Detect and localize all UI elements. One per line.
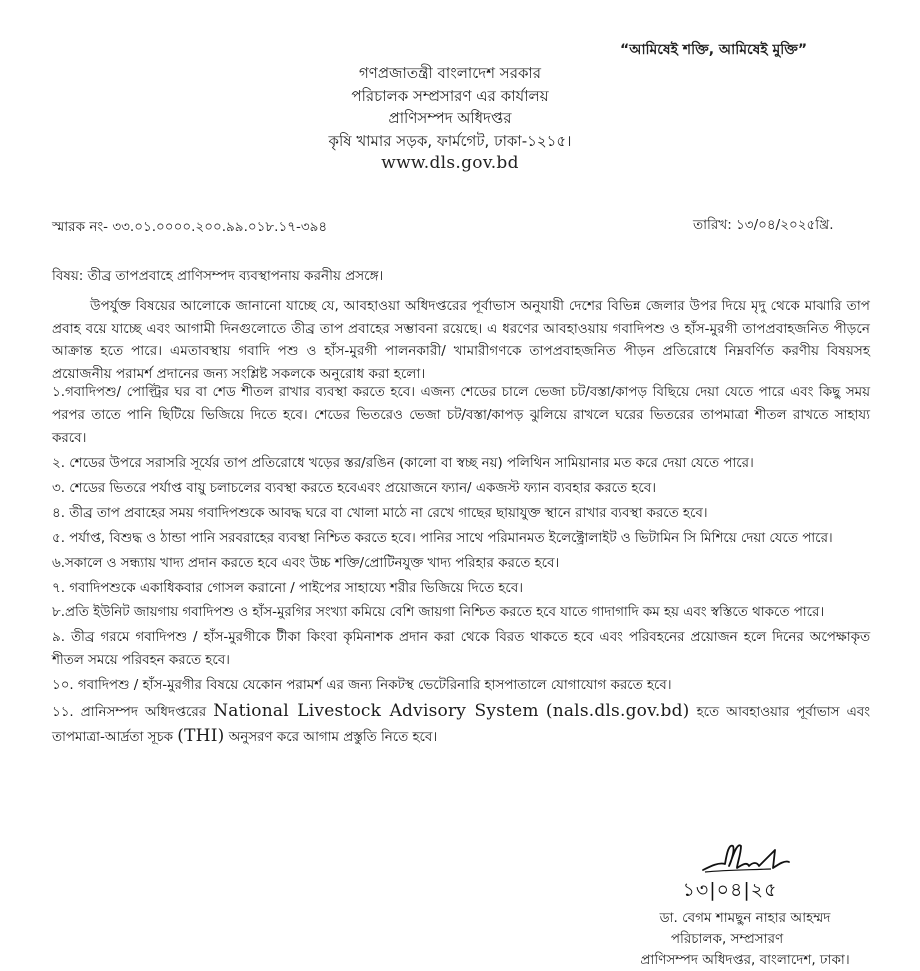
- advisory-list: [52, 382, 870, 752]
- advisory-point-2: ২. শেডের উপরে সরাসরি সূর্যের তাপ প্রতিরোধে খড়ের স্তর/রঙিন (কালো বা স্বচ্ছ নয়) পলিথিন সামিয়ানার মত করে দেয়া যেতে পারে।: [52, 455, 754, 471]
- letterhead-office: পরিচালক সম্প্রসারণ এর কার্যালয়: [351, 86, 549, 105]
- signature-block: [575, 840, 905, 971]
- advisory-point-4: ৪. তীব্র তাপ প্রবাহের সময় গবাদিপশুকে আবদ্ধ ঘরে বা খোলা মাঠে না রেখে গাছের ছায়াযুক্ত স্থানে রাখার ব্যবস্থা করতে হবে।: [52, 505, 708, 521]
- nals-url: (nals.dls.gov.bd): [545, 701, 690, 722]
- intro-paragraph: উপর্যুক্ত বিষয়ের আলোকে জানানো যাচ্ছে যে, আবহাওয়া অধিদপ্তরের পূর্বাভাস অনুযায়ী দেশের বিভিন্ন জেলার উপর দিয়ে মৃদু থেকে মাঝারি তাপ প্রবাহ বয়ে যাচ্ছে এবং আগামী দিনগুলোতে তীব্র তাপ প্রবাহের সম্ভাবনা রয়েছে। এ ধরণের আবহাওয়ায় গবাদিপশু ও হাঁস-মুরগী তাপপ্রবাহজনিত পীড়নে আক্রান্ত হতে পারে। এমতাবস্থায় গবাদি পশু ও হাঁস-মুরগী পালনকারী/ খামারীগণকে তাপপ্রবাহজনিত পীড়ন প্রতিরোধে নিম্নবর্ণিত করণীয় বিষয়সহ প্রয়োজনীয় পরামর্শ প্রদানের জন্য সংশ্লিষ্ট সকলকে অনুরোধ করা হলো।: [52, 298, 870, 382]
- subject-line: বিষয়: তীব্র তাপপ্রবাহে প্রাণিসম্পদ ব্যবস্থাপনায় করনীয় প্রসঙ্গে।: [52, 268, 384, 284]
- advisory-point-5: ৫. পর্যাপ্ত, বিশুদ্ধ ও ঠান্ডা পানি সরবরাহের ব্যবস্থা নিশ্চিত করতে হবে। পানির সাথে পরিমানমত ইলেক্ট্রোলাইট ও ভিটামিন সি মিশিয়ে দেয়া যেতে পারে।: [52, 530, 833, 546]
- point11-middle: হতে আবহাওয়ার পূর্বাভাস এবং তাপমাত্রা-আর্দ্রতা সূচক: [52, 705, 870, 746]
- advisory-point-11: [52, 700, 870, 750]
- slogan: “আমিষেই শক্তি, আমিষেই মুক্তি”: [620, 42, 808, 58]
- point11-prefix: ১১. প্রানিসম্পদ অধিদপ্তরের: [52, 705, 214, 721]
- advisory-point-10: ১০. গবাদিপশু / হাঁস-মুরগীর বিষয়ে যেকোন পরামর্শ এর জন্য নিকটস্থ ভেটেরিনারি হাসপাতালে যোগাযোগ করতে হবে।: [52, 678, 672, 694]
- signature-date: ১৩|০৪|২৫: [682, 879, 778, 901]
- signature-icon: [675, 840, 805, 880]
- letter-date: তারিখ: ১৩/০৪/২০২৫খ্রি.: [693, 217, 834, 233]
- thi-label: (THI): [177, 726, 225, 747]
- advisory-point-3: ৩. শেডের ভিতরে পর্যাপ্ত বায়ু চলাচলের ব্যবস্থা করতে হবেএবং প্রয়োজনে ফ্যান/ একজস্ট ফ্যান ব্যবহার করতে হবে।: [52, 480, 656, 496]
- signatory-name: ডা. বেগম শামছুন নাহার আহম্মদ: [659, 910, 831, 926]
- memo-number: স্মারক নং- ৩৩.০১.০০০০.২০০.৯৯.০১৮.১৭-৩৯৪: [52, 219, 328, 235]
- letterhead-government: গণপ্রজাতন্ত্রী বাংলাদেশ সরকার: [358, 64, 542, 82]
- letterhead-address: কৃষি খামার সড়ক, ফার্মগেট, ঢাকা-১২১৫।: [328, 131, 572, 150]
- point11-suffix: অনুসরণ করে আগাম প্রস্তুতি নিতে হবে।: [224, 730, 438, 746]
- letterhead: [270, 62, 630, 175]
- advisory-point-8: ৮.প্রতি ইউনিট জায়গায় গবাদিপশু ও হাঁস-মুরগির সংখ্যা কমিয়ে বেশি জায়গা নিশ্চিত করতে হবে যাতে গাদাগাদি কম হয় এবং স্বস্তিতে থাকতে পারে।: [52, 605, 825, 621]
- advisory-point-1: ১.গবাদিপশু/ পোল্ট্রির ঘর বা শেড শীতল রাখার ব্যবস্থা করতে হবে। এজন্য শেডের চালে ভেজা চট/বস্তা/কাপড় বিছিয়ে দেয়া যেতে পারে এবং কিছু সময় পরপর তাতে পানি ছিটিয়ে ভিজিয়ে দিতে হবে। শেডের ভিতরেও ভেজা চট/বস্তা/কাপড় ঝুলিয়ে রাখলে ঘরের ভিতরের তাপমাত্রা শীতল রাখতে সাহায্য করবে।: [52, 385, 870, 446]
- letterhead-website: www.dls.gov.bd: [381, 153, 519, 173]
- advisory-point-9: ৯. তীব্র গরমে গবাদিপশু / হাঁস-মুরগীকে টীকা কিংবা কৃমিনাশক প্রদান করা থেকে বিরত থাকতে হবে এবং পরিবহনের প্রয়োজন হলে দিনের অপেক্ষাকৃত শীতল সময়ে পরিবহন করতে হবে।: [52, 630, 870, 669]
- letterhead-department: প্রাণিসম্পদ অধিদপ্তর: [388, 109, 512, 127]
- advisory-point-7: ৭. গবাদিপশুকে একাধিকবার গোসল করানো / পাইপের সাহায্যে শরীর ভিজিয়ে দিতে হবে।: [52, 580, 523, 596]
- nals-system-name: National Livestock Advisory System: [213, 701, 539, 722]
- signatory-organization: প্রাণিসম্পদ অধিদপ্তর, বাংলাদেশ, ঢাকা।: [640, 952, 850, 968]
- advisory-point-6: ৬.সকালে ও সন্ধ্যায় খাদ্য প্রদান করতে হবে এবং উচ্চ শক্তি/প্রোটিনযুক্ত খাদ্য পরিহার করতে হবে।: [52, 555, 560, 571]
- signatory-title: পরিচালক, সম্প্রসারণ: [670, 931, 784, 947]
